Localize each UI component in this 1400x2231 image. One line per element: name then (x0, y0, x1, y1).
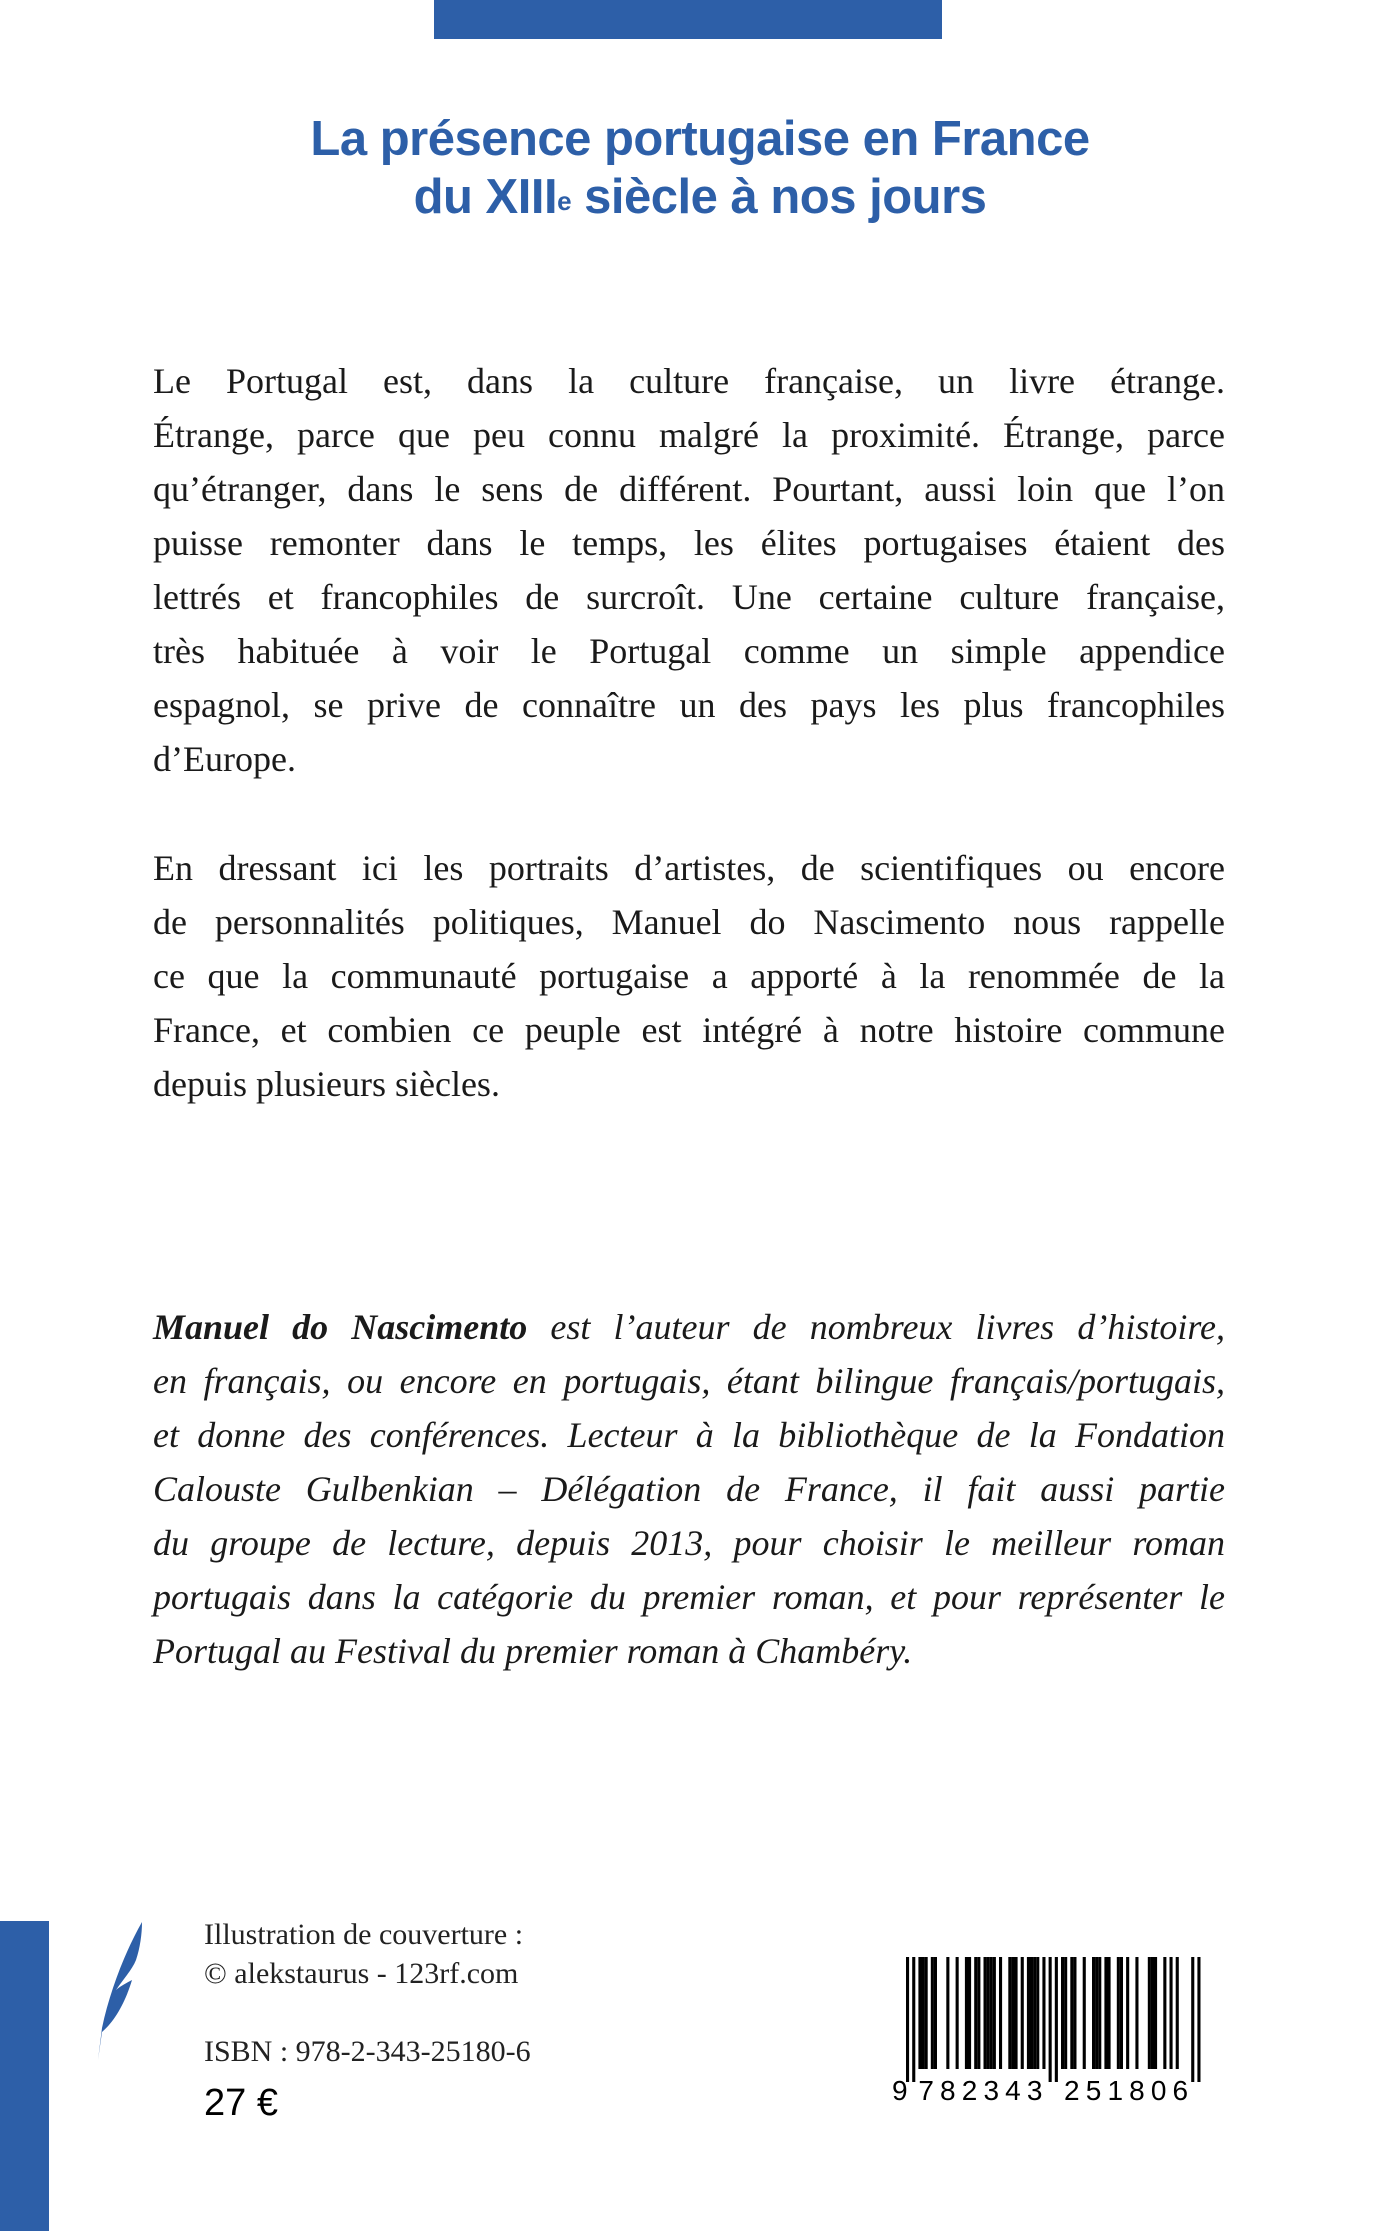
barcode-bar (999, 1957, 1002, 2069)
barcode-bar (1104, 1957, 1107, 2069)
barcode-bar (946, 1957, 949, 2069)
barcode-bar (1073, 1957, 1076, 2069)
barcode-bar (984, 1957, 987, 2069)
barcode-bar (1036, 1957, 1039, 2069)
paragraph-line: lettrés et francophiles de surcroît. Une certaine culture française, (153, 577, 1225, 617)
bio-text: est l’auteur de nombreux livres d’histoire, (527, 1307, 1225, 1347)
bio-line: Calouste Gulbenkian – Délégation de France, il fait aussi partie (153, 1469, 1225, 1509)
paragraph-line: espagnol, se prive de connaître un des pays les plus francophiles (153, 685, 1225, 725)
barcode-bar (1148, 1957, 1151, 2069)
barcode-bar (922, 1957, 925, 2069)
isbn: ISBN : 978-2-343-25180-6 (204, 2035, 531, 2068)
barcode-bar (1055, 1957, 1058, 2082)
barcode-digit: 3 (1026, 2075, 1043, 2106)
barcode-bar (906, 1957, 909, 2082)
barcode-digit: 0 (1150, 2075, 1167, 2106)
barcode-digit: 9 (892, 2075, 908, 2106)
book-title (0, 110, 1400, 226)
barcode-bar (1011, 1957, 1014, 2069)
barcode-bar (1120, 1957, 1123, 2069)
barcode-bar (1030, 1957, 1033, 2069)
barcode-bar (965, 1957, 968, 2069)
barcode-digit: 1 (1107, 2075, 1124, 2106)
barcode-bar (1064, 1957, 1067, 2069)
bio-line: du groupe de lecture, depuis 2013, pour choisir le meilleur roman (153, 1523, 1225, 1563)
paragraph-line: de personnalités politiques, Manuel do Nascimento nous rappelle (153, 902, 1225, 942)
paragraph-line: très habituée à voir le Portugal comme un simple appendice (153, 631, 1225, 671)
barcode-icon (888, 1955, 1218, 2115)
barcode-bar (1098, 1957, 1101, 2069)
barcode-bar (1197, 1957, 1200, 2082)
barcode-digit: 5 (1085, 2075, 1102, 2106)
barcode-bar (1049, 1957, 1052, 2082)
barcode-bar (1191, 1957, 1194, 2082)
barcode-bar (1083, 1957, 1086, 2069)
barcode-bar (1108, 1957, 1111, 2069)
barcode-bar (925, 1957, 928, 2069)
title-superscript: e (557, 186, 572, 216)
barcode-bar (931, 1957, 934, 2069)
paragraph-line: puisse remonter dans le temps, les élites portugaises étaient des (153, 523, 1225, 563)
bio-line: en français, ou encore en portugais, étant bilingue français/portugais, (153, 1361, 1225, 1401)
title-line-2 (0, 168, 1400, 226)
barcode-bar (968, 1957, 971, 2069)
barcode-digit: 2 (961, 2075, 978, 2106)
barcode-bar (1033, 1957, 1036, 2069)
barcode-bar (1070, 1957, 1073, 2069)
barcode-bar (1015, 1957, 1018, 2069)
barcode-bar (1126, 1957, 1129, 2069)
cover-illustration-credit: © alekstaurus - 123rf.com (204, 1957, 519, 1990)
barcode-bar (1176, 1957, 1179, 2069)
paragraph-line: France, et combien ce peuple est intégré à notre histoire commune (153, 1010, 1225, 1050)
barcode-bar (934, 1957, 937, 2069)
barcode-bar (990, 1957, 993, 2069)
feather-icon (96, 1920, 146, 2060)
barcode-digit: 8 (940, 2075, 956, 2106)
barcode-bar (1027, 1957, 1030, 2069)
barcode-bar (1092, 1957, 1095, 2069)
barcode-bar (987, 1957, 990, 2069)
barcode-bar (1061, 1957, 1064, 2069)
barcode-bar (1095, 1957, 1098, 2069)
barcode-bar (1151, 1957, 1154, 2069)
barcode-bar (1042, 1957, 1045, 2069)
barcode-digit: 8 (1129, 2075, 1145, 2106)
barcode-bar (1135, 1957, 1138, 2069)
paragraph-line: Le Portugal est, dans la culture française, un livre étrange. (153, 361, 1225, 401)
paragraph-line: ce que la communauté portugaise a apporté à la renommée de la (153, 956, 1225, 996)
barcode-digit: 2 (1064, 2075, 1080, 2106)
left-accent-strip (0, 1921, 49, 2231)
top-accent-bar (434, 0, 942, 39)
paragraph-line: d’Europe. (153, 739, 296, 779)
barcode-bar (1170, 1957, 1173, 2069)
summary-paragraph-1 (153, 354, 1225, 786)
author-bio (153, 1300, 1225, 1678)
bio-line (153, 1300, 1225, 1354)
paragraph-line: En dressant ici les portraits d’artistes, de scientifiques ou encore (153, 848, 1225, 888)
barcode-bar (1117, 1957, 1120, 2069)
cover-illustration-label: Illustration de couverture : (204, 1918, 524, 1951)
barcode-bar (1163, 1957, 1166, 2069)
barcode-bar (956, 1957, 959, 2069)
price: 27 € (204, 2082, 278, 2124)
paragraph-line: qu’étranger, dans le sens de différent. Pourtant, aussi loin que l’on (153, 469, 1225, 509)
barcode-bar (918, 1957, 921, 2069)
barcode-digit: 7 (918, 2075, 934, 2106)
bio-line: Portugal au Festival du premier roman à Chambéry. (153, 1631, 913, 1671)
summary-paragraph-2 (153, 841, 1225, 1111)
title-rest: siècle à nos jours (571, 170, 987, 224)
paragraph-line: Étrange, parce que peu connu malgré la proximité. Étrange, parce (153, 415, 1225, 455)
barcode-bar (1154, 1957, 1157, 2069)
barcode-bar (974, 1957, 977, 2069)
barcode-bar (912, 1957, 915, 2082)
bio-line: portugais dans la catégorie du premier roman, et pour représenter le (153, 1577, 1225, 1617)
bio-line: et donne des conférences. Lecteur à la bibliothèque de la Fondation (153, 1415, 1225, 1455)
title-line-1: La présence portugaise en France (310, 112, 1090, 166)
author-name: Manuel do Nascimento (153, 1307, 528, 1347)
barcode-bar (1008, 1957, 1011, 2069)
barcode-bar (977, 1957, 980, 2069)
barcode-bar (1021, 1957, 1024, 2069)
barcode-digit: 4 (1005, 2075, 1021, 2106)
barcode-digit: 6 (1172, 2075, 1189, 2106)
paragraph-line: depuis plusieurs siècles. (153, 1064, 500, 1104)
barcode-bar (993, 1957, 996, 2069)
title-century: du XIII (413, 170, 558, 224)
barcode-digit: 3 (983, 2075, 1000, 2106)
